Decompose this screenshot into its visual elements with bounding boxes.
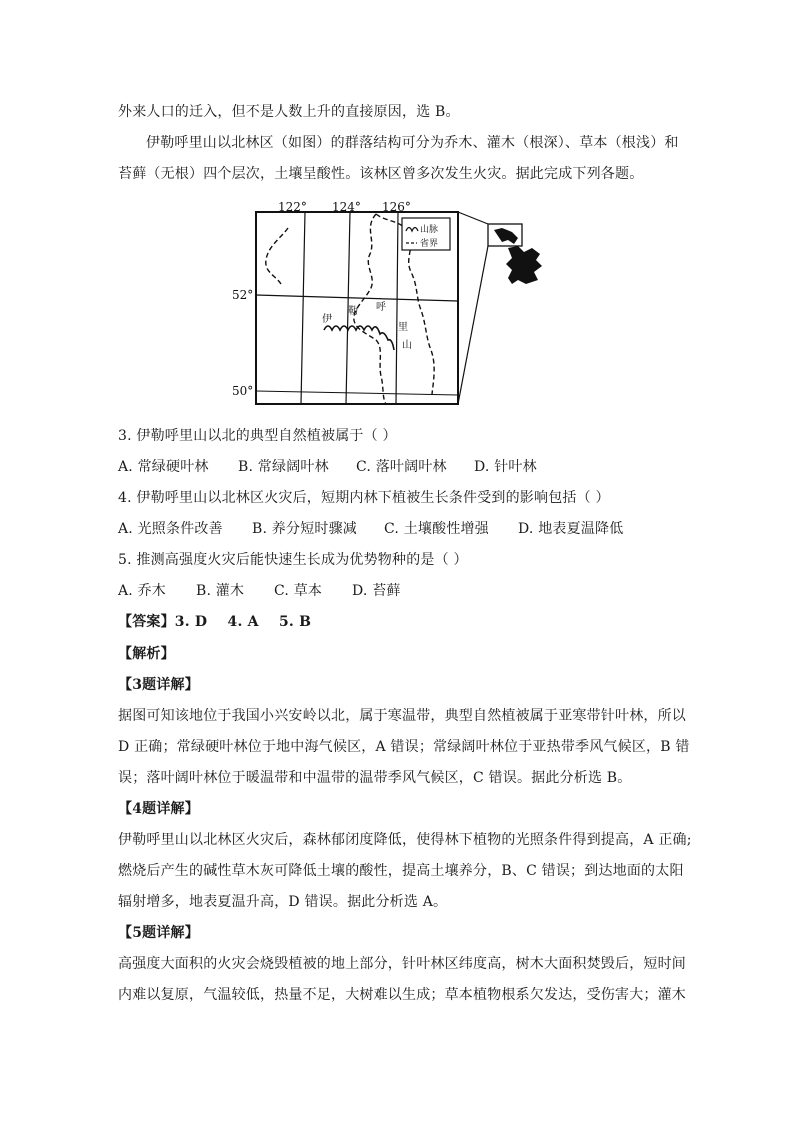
longitude-line-122 (301, 212, 305, 404)
q4-heading: 【4题详解】 (118, 801, 199, 817)
question-4-options (118, 520, 678, 538)
q3-heading: 【3题详解】 (118, 677, 199, 693)
q3-line-2: D 正确；常绿硬叶林位于地中海气候区，A 错误；常绿阔叶林位于亚热带季风气候区，B 错 (118, 739, 690, 755)
mountain-char-3: 呼 (376, 302, 386, 313)
lon-label-126: 126° (382, 200, 411, 214)
mountain-range-line (324, 326, 394, 350)
legend-mountain-label: 山脉 (420, 225, 439, 235)
mountain-char-4: 里 (398, 322, 408, 333)
mountain-char-5: 山 (402, 340, 412, 351)
question-3-stem: 3. 伊勒呼里山以北的典型自然植被属于（ ） (118, 428, 397, 444)
question-3-option-a: A. 常绿硬叶林 (118, 459, 209, 475)
latitude-line-50 (256, 391, 458, 395)
question-4-option-c: C. 土壤酸性增强 (384, 521, 489, 537)
lat-label-52: 52° (232, 288, 254, 302)
question-5-option-d: D. 苔藓 (352, 583, 401, 599)
lat-label-50: 50° (232, 384, 254, 398)
callout-line-top (458, 212, 488, 224)
forest-region-map (226, 198, 556, 410)
question-5-option-c: C. 草本 (274, 583, 323, 599)
latitude-line-52 (256, 295, 458, 301)
legend-border-label: 省界 (420, 239, 439, 249)
question-5-options (118, 582, 678, 600)
q4-line-2: 燃烧后产生的碱性草木灰可降低土壤的酸性，提高土壤养分，B、C 错误；到达地面的太阳 (118, 863, 684, 879)
answer-line: 【答案】3. D 4. A 5. B (118, 614, 312, 630)
q5-heading: 【5题详解】 (118, 925, 199, 941)
question-4-option-a: A. 光照条件改善 (118, 521, 223, 537)
question-4-option-b: B. 养分短时骤减 (252, 521, 357, 537)
q3-line-3: 误；落叶阔叶林位于暖温带和中温带的温带季风气候区，C 错误。据此分析选 B。 (118, 770, 632, 786)
question-3-option-c: C. 落叶阔叶林 (356, 459, 447, 475)
lon-label-122: 122° (278, 200, 307, 214)
analysis-heading: 【解析】 (118, 646, 175, 662)
question-3-option-b: B. 常绿阔叶林 (238, 459, 329, 475)
question-4-option-d: D. 地表夏温降低 (518, 521, 624, 537)
q5-line-1: 高强度大面积的火灾会烧毁植被的地上部分，针叶林区纬度高，树木大面积焚毁后，短时间 (118, 956, 686, 972)
question-3-options (118, 458, 678, 476)
q5-line-2: 内难以复原，气温较低，热量不足，大树难以生成；草本植物根系欠发达，受伤害大；灌木 (118, 987, 686, 1003)
lon-label-124: 124° (332, 200, 361, 214)
callout-line-bottom (458, 246, 488, 404)
question-3-option-d: D. 针叶林 (474, 459, 537, 475)
q4-line-1: 伊勒呼里山以北林区火灾后，森林郁闭度降低，使得林下植物的光照条件得到提高，A 正确; (118, 832, 692, 848)
question-4-stem: 4. 伊勒呼里山以北林区火灾后，短期内林下植被生长条件受到的影响包括（ ） (118, 490, 610, 506)
q4-line-3: 辐射增多，地表夏温升高，D 错误。据此分析选 A。 (118, 894, 448, 910)
longitude-line-126 (396, 212, 398, 404)
question-5-option-b: B. 灌木 (196, 583, 245, 599)
province-border-west (266, 228, 288, 284)
question-5-option-a: A. 乔木 (118, 583, 167, 599)
mountain-char-1: 伊 (322, 314, 332, 325)
intro-line-1: 外来人口的迁入，但不是人数上升的直接原因，选 B。 (118, 104, 460, 120)
inset-region-mark (494, 228, 518, 244)
mountain-char-2: 勒 (348, 306, 358, 317)
question-5-stem: 5. 推测高强度火灾后能快速生长成为优势物种的是（ ） (118, 552, 468, 568)
intro-line-3: 苔藓（无根）四个层次，土壤呈酸性。该林区曾多次发生火灾。据此完成下列各题。 (118, 166, 644, 182)
intro-line-2: 伊勒呼里山以北林区（如图）的群落结构可分为乔木、灌木（根深）、草本（根浅）和 (146, 135, 679, 151)
province-silhouette (506, 246, 542, 284)
q3-line-1: 据图可知该地位于我国小兴安岭以北，属于寒温带，典型自然植被属于亚寒带针叶林，所以 (118, 708, 686, 724)
